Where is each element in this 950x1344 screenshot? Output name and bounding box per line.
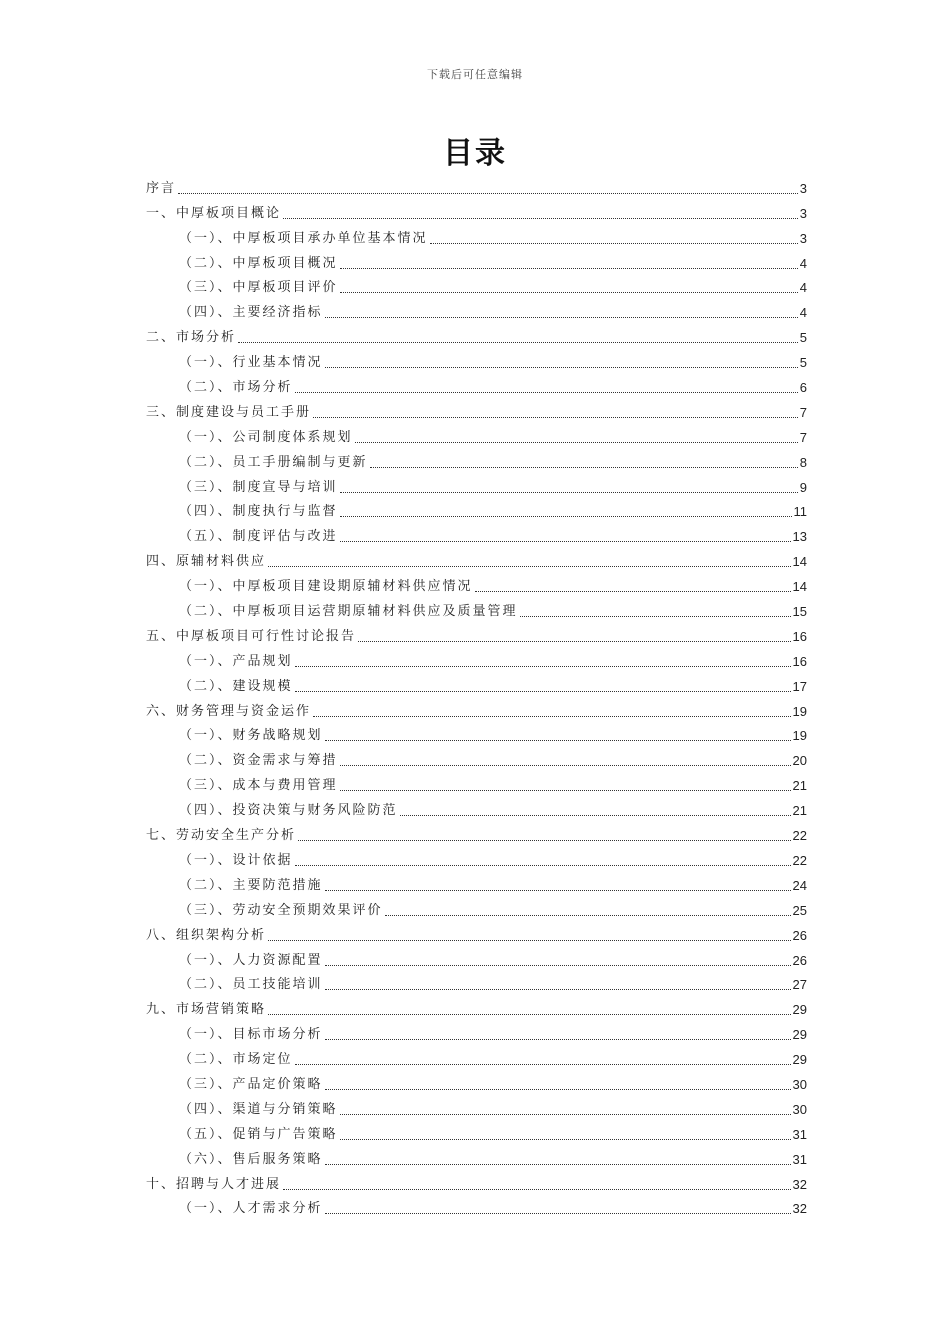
toc-leader-dots [238, 342, 798, 343]
toc-entry-label: （四）、投资决策与财务风险防范 [179, 803, 398, 819]
toc-entry[interactable] [146, 995, 807, 1020]
toc-entry[interactable] [146, 1070, 807, 1095]
toc-entry[interactable] [146, 971, 807, 996]
toc-entry[interactable] [146, 224, 807, 249]
toc-entry[interactable] [146, 323, 807, 348]
toc-entry-page: 32 [792, 1176, 807, 1192]
toc-leader-dots [283, 218, 798, 219]
toc-entry-label: （二）、建设规模 [179, 678, 293, 694]
toc-entry[interactable] [146, 771, 807, 796]
toc-entry[interactable] [146, 348, 807, 373]
toc-leader-dots [385, 915, 791, 916]
toc-entry[interactable] [146, 249, 807, 274]
toc-entry-page: 27 [792, 977, 807, 993]
toc-entry-label: （五）、制度评估与改进 [179, 529, 338, 545]
toc-entry-label: （一）、中厚板项目承办单位基本情况 [179, 230, 428, 246]
toc-entry-page: 4 [799, 305, 807, 321]
toc-entry-page: 5 [799, 355, 807, 371]
toc-entry[interactable] [146, 473, 807, 498]
toc-entry-label: （二）、员工手册编制与更新 [179, 454, 368, 470]
toc-entry-page: 14 [792, 554, 807, 570]
toc-entry[interactable] [146, 896, 807, 921]
toc-entry[interactable] [146, 1095, 807, 1120]
toc-entry-label: （一）、中厚板项目建设期原辅材料供应情况 [179, 579, 473, 595]
toc-entry-label: （三）、成本与费用管理 [179, 778, 338, 794]
toc-entry[interactable] [146, 398, 807, 423]
toc-entry-label: （二）、市场分析 [179, 380, 293, 396]
toc-entry-label: （一）、产品规划 [179, 653, 293, 669]
toc-entry-page: 8 [799, 454, 807, 470]
toc-entry-page: 22 [792, 828, 807, 844]
toc-entry-page: 7 [799, 429, 807, 445]
toc-entry-page: 6 [799, 380, 807, 396]
toc-leader-dots [325, 989, 791, 990]
toc-entry-label: （三）、中厚板项目评价 [179, 280, 338, 296]
toc-entry-page: 19 [792, 728, 807, 744]
toc-entry-label: （一）、人力资源配置 [179, 952, 323, 968]
toc-entry-page: 11 [793, 504, 807, 520]
toc-leader-dots [340, 1139, 791, 1140]
toc-entry[interactable] [146, 274, 807, 299]
toc-entry[interactable] [146, 871, 807, 896]
toc-entry[interactable] [146, 647, 807, 672]
toc-entry[interactable] [146, 722, 807, 747]
header-note: 下载后可任意编辑 [427, 68, 523, 81]
toc-entry[interactable] [146, 423, 807, 448]
toc-leader-dots [298, 840, 791, 841]
toc-entry-page: 24 [792, 877, 807, 893]
toc-leader-dots [325, 965, 791, 966]
toc-leader-dots [268, 566, 791, 567]
toc-entry-page: 21 [792, 803, 807, 819]
toc-entry-label: 二、市场分析 [146, 330, 237, 346]
toc-entry-page: 30 [792, 1076, 807, 1092]
toc-leader-dots [295, 691, 791, 692]
toc-leader-dots [283, 1189, 791, 1190]
toc-entry[interactable] [146, 1045, 807, 1070]
toc-entry[interactable] [146, 174, 807, 199]
toc-entry-label: （四）、渠道与分销策略 [179, 1101, 338, 1117]
toc-entry[interactable] [146, 373, 807, 398]
toc-entry-page: 22 [792, 852, 807, 868]
toc-entry-label: （三）、制度宣导与培训 [179, 479, 338, 495]
toc-entry-label: （一）、人才需求分析 [179, 1201, 323, 1217]
toc-entry-label: 三、制度建设与员工手册 [146, 404, 312, 420]
toc-entry-label: （二）、主要防范措施 [179, 877, 323, 893]
toc-entry-page: 13 [792, 529, 807, 545]
toc-leader-dots [325, 740, 791, 741]
toc-entry[interactable] [146, 697, 807, 722]
toc-entry[interactable] [146, 1120, 807, 1145]
toc-leader-dots [340, 541, 791, 542]
toc-leader-dots [325, 1213, 791, 1214]
toc-leader-dots [340, 268, 798, 269]
toc-entry[interactable] [146, 199, 807, 224]
toc-entry-label: 八、组织架构分析 [146, 927, 267, 943]
toc-leader-dots [340, 790, 791, 791]
toc-entry-page: 17 [792, 678, 807, 694]
toc-entry[interactable] [146, 547, 807, 572]
toc-entry[interactable] [146, 498, 807, 523]
table-of-contents [146, 174, 807, 1219]
toc-entry-page: 15 [792, 604, 807, 620]
toc-entry-page: 5 [799, 330, 807, 346]
toc-leader-dots [325, 1089, 791, 1090]
toc-leader-dots [295, 392, 798, 393]
toc-entry[interactable] [146, 1145, 807, 1170]
toc-entry-label: 六、财务管理与资金运作 [146, 703, 312, 719]
toc-entry[interactable] [146, 622, 807, 647]
toc-entry-label: （三）、劳动安全预期效果评价 [179, 902, 383, 918]
toc-leader-dots [355, 442, 798, 443]
toc-leader-dots [268, 1014, 791, 1015]
toc-entry-page: 9 [799, 479, 807, 495]
toc-entry-page: 3 [799, 180, 807, 196]
toc-leader-dots [400, 815, 791, 816]
toc-entry-page: 7 [799, 404, 807, 420]
toc-entry[interactable] [146, 1170, 807, 1195]
toc-leader-dots [475, 591, 791, 592]
toc-entry-label: 九、市场营销策略 [146, 1002, 267, 1018]
toc-entry-page: 26 [792, 952, 807, 968]
toc-entry-page: 31 [792, 1126, 807, 1142]
toc-leader-dots [370, 467, 798, 468]
toc-entry-label: （二）、市场定位 [179, 1052, 293, 1068]
toc-entry-page: 19 [792, 703, 807, 719]
toc-entry-label: 序言 [146, 180, 177, 196]
toc-entry-page: 3 [799, 230, 807, 246]
toc-entry-label: （五）、促销与广告策略 [179, 1126, 338, 1142]
toc-entry-page: 16 [792, 628, 807, 644]
toc-entry-label: （二）、资金需求与筹措 [179, 753, 338, 769]
toc-leader-dots [295, 666, 791, 667]
toc-entry-page: 30 [792, 1101, 807, 1117]
toc-entry-page: 4 [799, 255, 807, 271]
toc-entry[interactable] [146, 796, 807, 821]
toc-entry[interactable] [146, 946, 807, 971]
toc-entry-label: 四、原辅材料供应 [146, 554, 267, 570]
toc-entry-label: （一）、行业基本情况 [179, 355, 323, 371]
toc-leader-dots [325, 317, 798, 318]
toc-entry-page: 16 [792, 653, 807, 669]
toc-entry-page: 25 [792, 902, 807, 918]
toc-leader-dots [430, 243, 798, 244]
toc-entry-page: 32 [792, 1201, 807, 1217]
page-title: 目录 [443, 136, 507, 171]
toc-entry[interactable] [146, 448, 807, 473]
toc-entry-label: （三）、产品定价策略 [179, 1076, 323, 1092]
toc-leader-dots [313, 417, 798, 418]
toc-entry[interactable] [146, 921, 807, 946]
toc-entry-label: （一）、财务战略规划 [179, 728, 323, 744]
toc-leader-dots [325, 1164, 791, 1165]
toc-entry-label: 十、招聘与人才进展 [146, 1176, 282, 1192]
toc-entry[interactable] [146, 1195, 807, 1220]
toc-entry-page: 29 [792, 1002, 807, 1018]
toc-entry-page: 29 [792, 1027, 807, 1043]
toc-entry-label: （一）、设计依据 [179, 852, 293, 868]
toc-entry-label: （四）、制度执行与监督 [179, 504, 338, 520]
toc-leader-dots [295, 1064, 791, 1065]
toc-entry[interactable] [146, 846, 807, 871]
toc-entry-label: （二）、中厚板项目概况 [179, 255, 338, 271]
toc-leader-dots [340, 492, 798, 493]
toc-entry-page: 3 [799, 205, 807, 221]
toc-entry[interactable] [146, 746, 807, 771]
toc-entry-page: 20 [792, 753, 807, 769]
toc-entry[interactable] [146, 1020, 807, 1045]
toc-leader-dots [325, 1039, 791, 1040]
toc-entry-label: （一）、目标市场分析 [179, 1027, 323, 1043]
toc-leader-dots [325, 367, 798, 368]
toc-entry-label: （六）、售后服务策略 [179, 1151, 323, 1167]
toc-entry[interactable] [146, 298, 807, 323]
toc-leader-dots [178, 193, 798, 194]
toc-entry-page: 26 [792, 927, 807, 943]
toc-entry[interactable] [146, 522, 807, 547]
toc-leader-dots [313, 716, 791, 717]
toc-leader-dots [340, 292, 798, 293]
toc-entry-page: 4 [799, 280, 807, 296]
toc-leader-dots [268, 940, 791, 941]
toc-leader-dots [340, 1114, 791, 1115]
toc-leader-dots [340, 516, 792, 517]
toc-leader-dots [325, 890, 791, 891]
toc-entry-label: （一）、公司制度体系规划 [179, 429, 353, 445]
toc-entry-label: （二）、员工技能培训 [179, 977, 323, 993]
toc-leader-dots [520, 616, 791, 617]
toc-entry-label: 五、中厚板项目可行性讨论报告 [146, 628, 357, 644]
toc-entry[interactable] [146, 821, 807, 846]
toc-entry[interactable] [146, 572, 807, 597]
toc-entry-page: 14 [792, 579, 807, 595]
toc-entry-label: （二）、中厚板项目运营期原辅材料供应及质量管理 [179, 604, 518, 620]
toc-entry-page: 29 [792, 1052, 807, 1068]
toc-entry-label: 七、劳动安全生产分析 [146, 828, 297, 844]
toc-entry-label: 一、中厚板项目概论 [146, 205, 282, 221]
toc-entry-page: 31 [792, 1151, 807, 1167]
toc-entry[interactable] [146, 672, 807, 697]
toc-leader-dots [340, 765, 791, 766]
toc-entry-page: 21 [792, 778, 807, 794]
toc-entry[interactable] [146, 597, 807, 622]
toc-leader-dots [358, 641, 791, 642]
toc-leader-dots [295, 865, 791, 866]
toc-entry-label: （四）、主要经济指标 [179, 305, 323, 321]
